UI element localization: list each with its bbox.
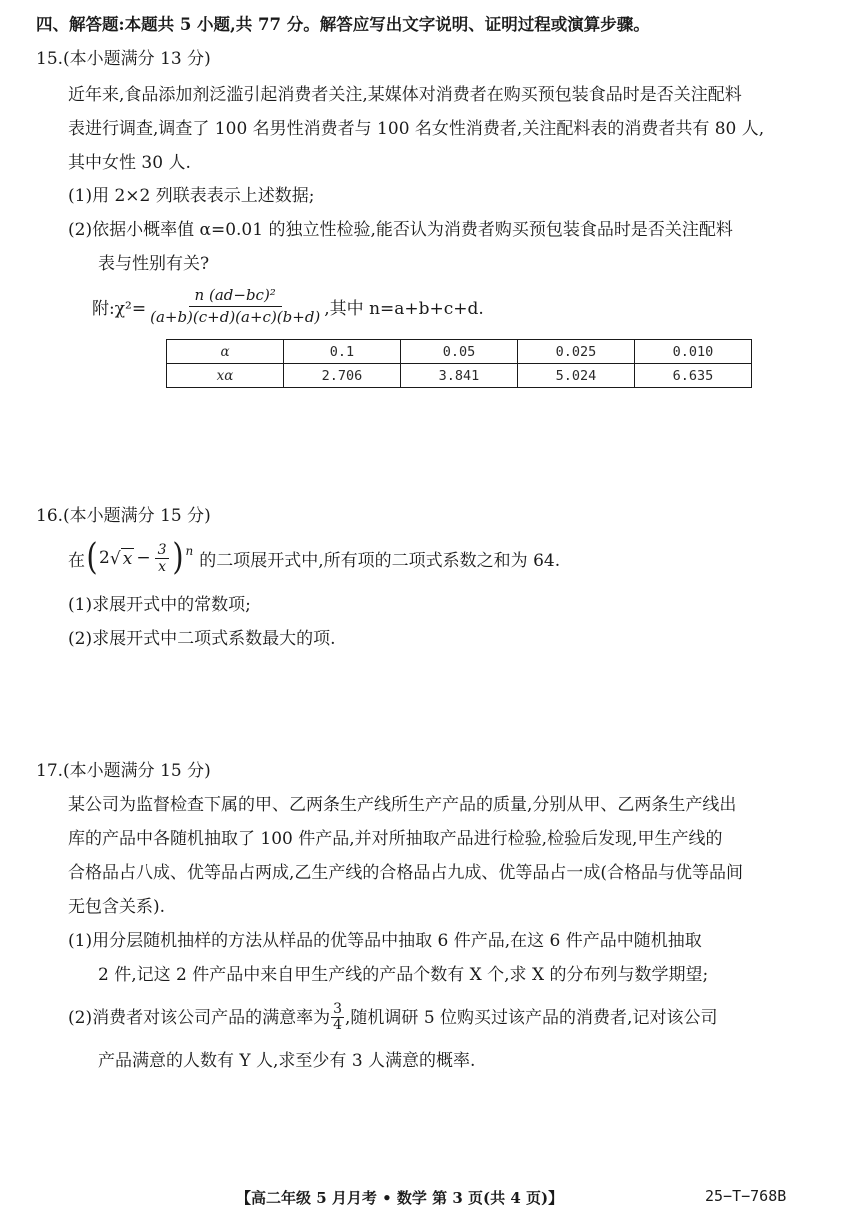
table-cell: 3.841 [401,364,518,388]
q17-title: 17.(本小题满分 15 分) [36,761,211,781]
q17-paragraph-line-4: 无包含关系). [68,897,166,917]
q15-paragraph-line-3: 其中女性 30 人. [68,153,191,173]
rate-denominator: 4 [333,1017,343,1033]
rate-numerator: 3 [333,1001,343,1017]
left-paren: ( [86,537,98,578]
formula-numerator: n (ad−bc)² [189,287,282,307]
table-row [167,364,752,388]
q15-subquestion-1: (1)用 2×2 列联表表示上述数据; [68,186,315,206]
q16-statement [68,537,561,578]
q15-subquestion-2-line-1: (2)依据小概率值 α=0.01 的独立性检验,能否认为消费者购买预包装食品时是否关注配料 [68,220,733,240]
table-header-x: xα [167,364,284,388]
q15-paragraph-line-2: 表进行调查,调查了 100 名男性消费者与 100 名女性消费者,关注配料表的消费者共有 80 人, [68,119,765,139]
sqrt-icon: √ [109,548,121,569]
q17-subquestion-2-line-2: 产品满意的人数有 Y 人,求至少有 3 人满意的概率. [98,1051,476,1071]
sqrt-x [110,548,134,569]
table-cell: 0.05 [401,340,518,364]
q16-frac-den: x [158,558,166,575]
q17-subquestion-2-line-1 [68,1002,717,1033]
table-cell: 2.706 [284,364,401,388]
section-header: 四、解答题:本题共 5 小题,共 77 分。解答应写出文字说明、证明过程或演算步骤。 [36,15,650,34]
q17-paragraph-line-1: 某公司为监督检查下属的甲、乙两条生产线所生产产品的质量,分别从甲、乙两条生产线出 [68,795,737,815]
q15-paragraph-line-1: 近年来,食品添加剂泛滥引起消费者关注,某媒体对消费者在购买预包装食品时是否关注配料 [68,85,742,105]
q17-subquestion-1-line-1: (1)用分层随机抽样的方法从样品的优等品中抽取 6 件产品,在这 6 件产品中随机抽取 [68,931,702,951]
q17-s2-post: ,随机调研 5 位购买过该产品的消费者,记对该公司 [345,1007,718,1028]
sqrt-radicand: x [122,548,133,569]
table-cell: 0.010 [635,340,752,364]
formula-fraction [150,287,320,326]
q16-subquestion-2: (2)求展开式中二项式系数最大的项. [68,629,336,649]
table-cell: 6.635 [635,364,752,388]
table-row [167,340,752,364]
q17-s2-pre: (2)消费者对该公司产品的满意率为 [68,1007,331,1028]
page-footer-code: 25−T−768B [705,1187,787,1205]
q16-subquestion-1: (1)求展开式中的常数项; [68,595,251,615]
q16-frac-num: 3 [155,542,170,559]
q17-paragraph-line-3: 合格品占八成、优等品占两成,乙生产线的合格品占九成、优等品占一成(合格品与优等品间 [68,863,744,883]
formula-prefix: 附:χ²= [92,298,147,319]
page-footer-label: 【高二年级 5 月月考 • 数学 第 3 页(共 4 页)】 [236,1189,564,1207]
q17-paragraph-line-2: 库的产品中各随机抽取了 100 件产品,并对所抽取产品进行检验,检验后发现,甲生产线的 [68,829,723,849]
q16-fraction [155,542,170,575]
satisfaction-rate-fraction [331,1002,344,1033]
q16-title: 16.(本小题满分 15 分) [36,506,211,526]
chi-square-formula [92,286,484,326]
right-paren: ) [172,537,185,578]
exponent-n: n [185,544,194,558]
table-cell: 0.1 [284,340,401,364]
formula-suffix: ,其中 n=a+b+c+d. [324,298,484,319]
q15-title: 15.(本小题满分 13 分) [36,49,211,69]
q16-post: 的二项展开式中,所有项的二项式系数之和为 64. [199,550,561,571]
table-cell: 5.024 [518,364,635,388]
table-header-alpha: α [167,340,284,364]
minus-sign: − [136,548,151,568]
table-cell: 0.025 [518,340,635,364]
q15-subquestion-2-line-2: 表与性别有关? [98,254,210,274]
q16-pre: 在 [68,550,85,571]
critical-value-table [166,339,752,388]
q17-subquestion-1-line-2: 2 件,记这 2 件产品中来自甲生产线的产品个数有 X 个,求 X 的分布列与数学期望; [98,965,709,985]
binom-coef: 2 [99,548,110,568]
formula-denominator: (a+b)(c+d)(a+c)(b+d) [150,307,321,326]
